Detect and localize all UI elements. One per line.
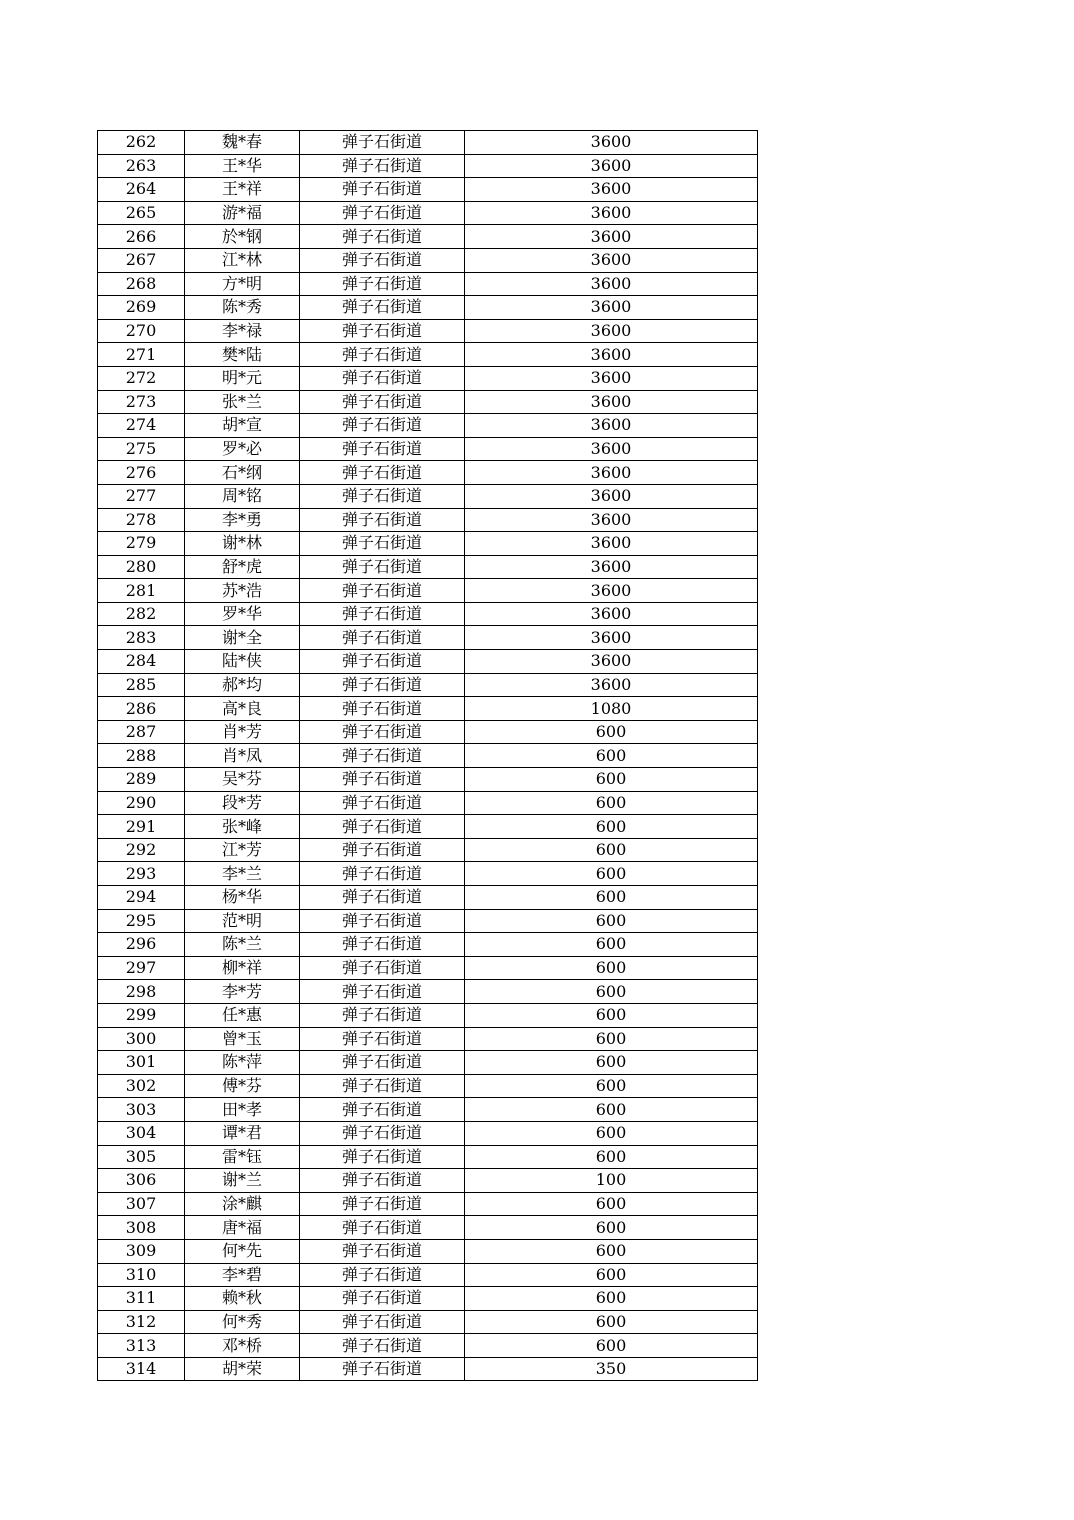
name-cell: 江*林 [185, 248, 300, 272]
street-cell: 弹子石街道 [300, 697, 465, 721]
row-number-cell: 309 [98, 1239, 185, 1263]
amount-cell: 3600 [465, 602, 758, 626]
amount-cell: 600 [465, 1216, 758, 1240]
table-row [98, 1121, 758, 1145]
table-row [98, 579, 758, 603]
name-cell: 曾*玉 [185, 1027, 300, 1051]
table-row [98, 484, 758, 508]
name-cell: 陆*侠 [185, 650, 300, 674]
name-cell: 涂*麒 [185, 1192, 300, 1216]
name-cell: 吴*芬 [185, 768, 300, 792]
table-row [98, 343, 758, 367]
row-number-cell: 283 [98, 626, 185, 650]
street-cell: 弹子石街道 [300, 532, 465, 556]
row-number-cell: 310 [98, 1263, 185, 1287]
name-cell: 王*祥 [185, 178, 300, 202]
name-cell: 高*良 [185, 697, 300, 721]
amount-cell: 3600 [465, 296, 758, 320]
name-cell: 魏*春 [185, 131, 300, 155]
row-number-cell: 275 [98, 437, 185, 461]
table-row [98, 1192, 758, 1216]
name-cell: 明*元 [185, 366, 300, 390]
name-cell: 谢*全 [185, 626, 300, 650]
table-row [98, 838, 758, 862]
name-cell: 柳*祥 [185, 956, 300, 980]
name-cell: 谢*兰 [185, 1169, 300, 1193]
amount-cell: 600 [465, 1192, 758, 1216]
street-cell: 弹子石街道 [300, 131, 465, 155]
name-cell: 李*勇 [185, 508, 300, 532]
name-cell: 方*明 [185, 272, 300, 296]
amount-cell: 600 [465, 1334, 758, 1358]
street-cell: 弹子石街道 [300, 508, 465, 532]
row-number-cell: 277 [98, 484, 185, 508]
table-row [98, 768, 758, 792]
amount-cell: 600 [465, 720, 758, 744]
table-row [98, 1310, 758, 1334]
amount-cell: 3600 [465, 178, 758, 202]
street-cell: 弹子石街道 [300, 484, 465, 508]
table-row [98, 909, 758, 933]
amount-cell: 600 [465, 862, 758, 886]
table-row [98, 154, 758, 178]
name-cell: 罗*华 [185, 602, 300, 626]
amount-cell: 350 [465, 1357, 758, 1381]
street-cell: 弹子石街道 [300, 1357, 465, 1381]
name-cell: 陈*萍 [185, 1051, 300, 1075]
name-cell: 何*先 [185, 1239, 300, 1263]
row-number-cell: 273 [98, 390, 185, 414]
street-cell: 弹子石街道 [300, 673, 465, 697]
table-row [98, 1074, 758, 1098]
amount-cell: 100 [465, 1169, 758, 1193]
street-cell: 弹子石街道 [300, 768, 465, 792]
table-row [98, 626, 758, 650]
table-row [98, 1003, 758, 1027]
name-cell: 邓*桥 [185, 1334, 300, 1358]
name-cell: 江*芳 [185, 838, 300, 862]
street-cell: 弹子石街道 [300, 555, 465, 579]
amount-cell: 600 [465, 886, 758, 910]
table-row [98, 390, 758, 414]
name-cell: 唐*福 [185, 1216, 300, 1240]
table-row [98, 720, 758, 744]
table-row [98, 862, 758, 886]
street-cell: 弹子石街道 [300, 461, 465, 485]
street-cell: 弹子石街道 [300, 791, 465, 815]
amount-cell: 600 [465, 1074, 758, 1098]
name-cell: 肖*芳 [185, 720, 300, 744]
table-row [98, 744, 758, 768]
table-row [98, 319, 758, 343]
amount-cell: 600 [465, 744, 758, 768]
row-number-cell: 289 [98, 768, 185, 792]
amount-cell: 3600 [465, 366, 758, 390]
row-number-cell: 294 [98, 886, 185, 910]
amount-cell: 3600 [465, 437, 758, 461]
row-number-cell: 267 [98, 248, 185, 272]
street-cell: 弹子石街道 [300, 744, 465, 768]
table-row [98, 602, 758, 626]
table-row [98, 225, 758, 249]
name-cell: 张*兰 [185, 390, 300, 414]
name-cell: 苏*浩 [185, 579, 300, 603]
name-cell: 游*福 [185, 201, 300, 225]
row-number-cell: 301 [98, 1051, 185, 1075]
table-row [98, 1334, 758, 1358]
row-number-cell: 265 [98, 201, 185, 225]
street-cell: 弹子石街道 [300, 579, 465, 603]
amount-cell: 3600 [465, 461, 758, 485]
table-row [98, 1216, 758, 1240]
amount-cell: 3600 [465, 390, 758, 414]
name-cell: 周*铭 [185, 484, 300, 508]
amount-cell: 3600 [465, 579, 758, 603]
amount-cell: 600 [465, 1003, 758, 1027]
row-number-cell: 305 [98, 1145, 185, 1169]
name-cell: 陈*兰 [185, 933, 300, 957]
row-number-cell: 292 [98, 838, 185, 862]
street-cell: 弹子石街道 [300, 1169, 465, 1193]
amount-cell: 600 [465, 815, 758, 839]
name-cell: 石*纲 [185, 461, 300, 485]
street-cell: 弹子石街道 [300, 319, 465, 343]
street-cell: 弹子石街道 [300, 815, 465, 839]
row-number-cell: 311 [98, 1287, 185, 1311]
name-cell: 任*惠 [185, 1003, 300, 1027]
amount-cell: 3600 [465, 508, 758, 532]
table-row [98, 1357, 758, 1381]
name-cell: 谭*君 [185, 1121, 300, 1145]
name-cell: 李*芳 [185, 980, 300, 1004]
name-cell: 樊*陆 [185, 343, 300, 367]
table-row [98, 366, 758, 390]
table-row [98, 296, 758, 320]
amount-cell: 600 [465, 1121, 758, 1145]
name-cell: 范*明 [185, 909, 300, 933]
street-cell: 弹子石街道 [300, 838, 465, 862]
table-row [98, 555, 758, 579]
table-row [98, 956, 758, 980]
row-number-cell: 314 [98, 1357, 185, 1381]
row-number-cell: 286 [98, 697, 185, 721]
row-number-cell: 274 [98, 414, 185, 438]
table-row [98, 1169, 758, 1193]
amount-cell: 3600 [465, 555, 758, 579]
row-number-cell: 287 [98, 720, 185, 744]
row-number-cell: 271 [98, 343, 185, 367]
row-number-cell: 262 [98, 131, 185, 155]
amount-cell: 600 [465, 791, 758, 815]
row-number-cell: 312 [98, 1310, 185, 1334]
street-cell: 弹子石街道 [300, 296, 465, 320]
amount-cell: 3600 [465, 225, 758, 249]
street-cell: 弹子石街道 [300, 390, 465, 414]
street-cell: 弹子石街道 [300, 414, 465, 438]
roster-table-body [98, 131, 758, 1381]
table-row [98, 815, 758, 839]
row-number-cell: 293 [98, 862, 185, 886]
name-cell: 於*钢 [185, 225, 300, 249]
amount-cell: 3600 [465, 319, 758, 343]
row-number-cell: 276 [98, 461, 185, 485]
name-cell: 郝*均 [185, 673, 300, 697]
name-cell: 段*芳 [185, 791, 300, 815]
street-cell: 弹子石街道 [300, 1216, 465, 1240]
amount-cell: 600 [465, 909, 758, 933]
amount-cell: 600 [465, 768, 758, 792]
street-cell: 弹子石街道 [300, 1145, 465, 1169]
street-cell: 弹子石街道 [300, 201, 465, 225]
row-number-cell: 290 [98, 791, 185, 815]
row-number-cell: 269 [98, 296, 185, 320]
street-cell: 弹子石街道 [300, 343, 465, 367]
table-row [98, 1098, 758, 1122]
street-cell: 弹子石街道 [300, 626, 465, 650]
street-cell: 弹子石街道 [300, 1192, 465, 1216]
amount-cell: 600 [465, 1145, 758, 1169]
table-row [98, 980, 758, 1004]
street-cell: 弹子石街道 [300, 1121, 465, 1145]
amount-cell: 3600 [465, 532, 758, 556]
table-row [98, 508, 758, 532]
name-cell: 胡*荣 [185, 1357, 300, 1381]
name-cell: 雷*钰 [185, 1145, 300, 1169]
name-cell: 张*峰 [185, 815, 300, 839]
street-cell: 弹子石街道 [300, 650, 465, 674]
row-number-cell: 298 [98, 980, 185, 1004]
row-number-cell: 281 [98, 579, 185, 603]
name-cell: 傅*芬 [185, 1074, 300, 1098]
street-cell: 弹子石街道 [300, 366, 465, 390]
row-number-cell: 285 [98, 673, 185, 697]
table-row [98, 272, 758, 296]
row-number-cell: 264 [98, 178, 185, 202]
amount-cell: 600 [465, 933, 758, 957]
name-cell: 肖*凤 [185, 744, 300, 768]
street-cell: 弹子石街道 [300, 154, 465, 178]
name-cell: 李*兰 [185, 862, 300, 886]
name-cell: 何*秀 [185, 1310, 300, 1334]
row-number-cell: 272 [98, 366, 185, 390]
amount-cell: 600 [465, 1027, 758, 1051]
street-cell: 弹子石街道 [300, 225, 465, 249]
amount-cell: 600 [465, 956, 758, 980]
table-row [98, 414, 758, 438]
row-number-cell: 282 [98, 602, 185, 626]
roster-table [97, 130, 758, 1381]
street-cell: 弹子石街道 [300, 1310, 465, 1334]
amount-cell: 600 [465, 980, 758, 1004]
amount-cell: 3600 [465, 272, 758, 296]
table-row [98, 248, 758, 272]
amount-cell: 1080 [465, 697, 758, 721]
table-row [98, 1027, 758, 1051]
street-cell: 弹子石街道 [300, 1098, 465, 1122]
row-number-cell: 308 [98, 1216, 185, 1240]
table-row [98, 437, 758, 461]
name-cell: 胡*宣 [185, 414, 300, 438]
row-number-cell: 299 [98, 1003, 185, 1027]
table-row [98, 1263, 758, 1287]
row-number-cell: 307 [98, 1192, 185, 1216]
table-row [98, 933, 758, 957]
amount-cell: 3600 [465, 414, 758, 438]
row-number-cell: 263 [98, 154, 185, 178]
row-number-cell: 280 [98, 555, 185, 579]
street-cell: 弹子石街道 [300, 272, 465, 296]
name-cell: 罗*必 [185, 437, 300, 461]
table-row [98, 1287, 758, 1311]
table-row [98, 697, 758, 721]
street-cell: 弹子石街道 [300, 980, 465, 1004]
street-cell: 弹子石街道 [300, 956, 465, 980]
table-row [98, 1145, 758, 1169]
amount-cell: 600 [465, 1310, 758, 1334]
amount-cell: 600 [465, 1239, 758, 1263]
table-row [98, 886, 758, 910]
name-cell: 李*禄 [185, 319, 300, 343]
table-row [98, 1051, 758, 1075]
name-cell: 杨*华 [185, 886, 300, 910]
amount-cell: 3600 [465, 673, 758, 697]
amount-cell: 3600 [465, 650, 758, 674]
name-cell: 李*碧 [185, 1263, 300, 1287]
row-number-cell: 297 [98, 956, 185, 980]
table-row [98, 791, 758, 815]
row-number-cell: 295 [98, 909, 185, 933]
street-cell: 弹子石街道 [300, 933, 465, 957]
street-cell: 弹子石街道 [300, 1051, 465, 1075]
amount-cell: 3600 [465, 154, 758, 178]
street-cell: 弹子石街道 [300, 1027, 465, 1051]
row-number-cell: 268 [98, 272, 185, 296]
row-number-cell: 291 [98, 815, 185, 839]
amount-cell: 600 [465, 1051, 758, 1075]
street-cell: 弹子石街道 [300, 248, 465, 272]
row-number-cell: 279 [98, 532, 185, 556]
row-number-cell: 266 [98, 225, 185, 249]
table-row [98, 178, 758, 202]
name-cell: 田*孝 [185, 1098, 300, 1122]
table-row [98, 532, 758, 556]
row-number-cell: 304 [98, 1121, 185, 1145]
name-cell: 陈*秀 [185, 296, 300, 320]
table-row [98, 650, 758, 674]
street-cell: 弹子石街道 [300, 862, 465, 886]
amount-cell: 3600 [465, 484, 758, 508]
street-cell: 弹子石街道 [300, 909, 465, 933]
row-number-cell: 288 [98, 744, 185, 768]
amount-cell: 3600 [465, 131, 758, 155]
row-number-cell: 270 [98, 319, 185, 343]
row-number-cell: 313 [98, 1334, 185, 1358]
table-row [98, 1239, 758, 1263]
row-number-cell: 296 [98, 933, 185, 957]
amount-cell: 600 [465, 1098, 758, 1122]
amount-cell: 3600 [465, 201, 758, 225]
row-number-cell: 302 [98, 1074, 185, 1098]
street-cell: 弹子石街道 [300, 1074, 465, 1098]
table-row [98, 461, 758, 485]
street-cell: 弹子石街道 [300, 437, 465, 461]
street-cell: 弹子石街道 [300, 1287, 465, 1311]
street-cell: 弹子石街道 [300, 1263, 465, 1287]
street-cell: 弹子石街道 [300, 1239, 465, 1263]
name-cell: 赖*秋 [185, 1287, 300, 1311]
street-cell: 弹子石街道 [300, 720, 465, 744]
street-cell: 弹子石街道 [300, 178, 465, 202]
row-number-cell: 306 [98, 1169, 185, 1193]
amount-cell: 600 [465, 1287, 758, 1311]
row-number-cell: 300 [98, 1027, 185, 1051]
amount-cell: 600 [465, 1263, 758, 1287]
street-cell: 弹子石街道 [300, 602, 465, 626]
row-number-cell: 278 [98, 508, 185, 532]
table-row [98, 673, 758, 697]
amount-cell: 3600 [465, 343, 758, 367]
row-number-cell: 284 [98, 650, 185, 674]
amount-cell: 3600 [465, 626, 758, 650]
name-cell: 舒*虎 [185, 555, 300, 579]
row-number-cell: 303 [98, 1098, 185, 1122]
street-cell: 弹子石街道 [300, 886, 465, 910]
table-row [98, 131, 758, 155]
amount-cell: 3600 [465, 248, 758, 272]
street-cell: 弹子石街道 [300, 1334, 465, 1358]
name-cell: 王*华 [185, 154, 300, 178]
street-cell: 弹子石街道 [300, 1003, 465, 1027]
table-row [98, 201, 758, 225]
name-cell: 谢*林 [185, 532, 300, 556]
amount-cell: 600 [465, 838, 758, 862]
